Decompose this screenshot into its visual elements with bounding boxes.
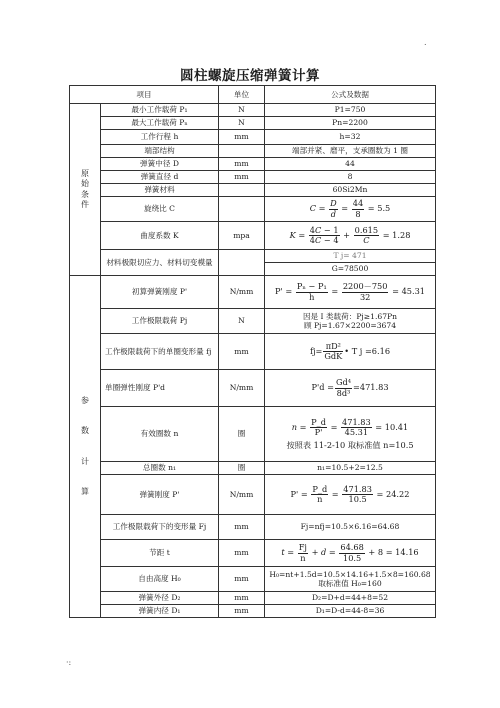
row-label: 材料极限切应力、材料切变模量 (101, 250, 219, 276)
row-unit: mm (219, 515, 265, 540)
row-unit: mm (219, 158, 265, 171)
row-label: 弹簧材料 (101, 184, 219, 197)
row-unit: N (219, 104, 265, 117)
table-row (70, 130, 436, 145)
row-label: 弹簧内径 D₁ (101, 605, 219, 618)
row-unit: N/mm (219, 475, 265, 515)
row-value: 60Si2Mn (265, 184, 436, 197)
shear-stress-value: T j= 471 (265, 250, 436, 263)
section-label-parameter-calc: 参 数 计 算 (70, 276, 101, 618)
table-row (70, 184, 436, 197)
row-unit: N (219, 309, 265, 334)
single-coil-stiffness-formula: P'd = $\frac{\text{Gd⁴}}{\text{8d³}}$ =471.83 (265, 370, 436, 407)
row-label: 旋绕比 C (101, 197, 219, 222)
row-label: 单圈弹性刚度 P'd (101, 370, 219, 407)
curvature-factor-formula: K = $\frac{4C - 1}{4C - 4}$ + $\frac{0.615}{C}$ = 1.28 (265, 222, 436, 250)
single-coil-deformation-formula: fj= $\frac{\text{πD²}}{\text{GdK}}$ • T j =6.16 (265, 334, 436, 370)
footer-mark: ·: (66, 658, 72, 667)
free-height-value: H₀=nt+1.5d=10.5×14.16+1.5×8=160.68 取标准值 H₀=160 (265, 567, 436, 592)
row-label: 工作行程 h (101, 130, 219, 145)
table-row (70, 370, 436, 407)
shear-modulus-value: G=78500 (265, 263, 436, 276)
table-row (70, 250, 436, 263)
row-value: n₁=10.5+2=12.5 (265, 462, 436, 475)
table-row (70, 145, 436, 158)
standard-value-note: 按照表 11-2-10 取标准值 n=10.5 (286, 439, 414, 450)
row-label: 自由高度 H₀ (101, 567, 219, 592)
row-unit: 圈 (219, 462, 265, 475)
row-label: 弹簧直径 d (101, 171, 219, 184)
initial-stiffness-formula: P' = $\frac{\text{Pₙ − P₁}}{h}$ = $\frac{2200-750}{32}$ = 45.31 (265, 276, 436, 309)
page-title: 圆柱螺旋压缩弹簧计算 (180, 68, 320, 84)
row-value: 44 (265, 158, 436, 171)
winding-ratio-formula: C = $\frac{D}{d}$ = $\frac{44}{8}$ = 5.5 (265, 197, 436, 222)
row-unit: N/mm (219, 276, 265, 309)
row-value: Fj=nfj=10.5×6.16=64.68 (265, 515, 436, 540)
row-value: h=32 (265, 130, 436, 145)
row-value: 端部并紧、磨平，支承圈数为 1 圈 (265, 145, 436, 158)
row-label: 最大工作载荷 Pₙ (101, 117, 219, 130)
table-row (70, 309, 436, 334)
table-row (70, 407, 436, 462)
header-row (70, 86, 436, 104)
table-row (70, 276, 436, 309)
row-unit: mm (219, 605, 265, 618)
row-unit: N/mm (219, 370, 265, 407)
row-label: 最小工作载荷 P₁ (101, 104, 219, 117)
row-unit: mm (219, 171, 265, 184)
row-label: 工作极限载荷下的变形量 Fj (101, 515, 219, 540)
table-row (70, 475, 436, 515)
row-value: D₁=D-d=44-8=36 (265, 605, 436, 618)
row-label: 工作极限载荷下的单圈变形量 fj (101, 334, 219, 370)
table-row (70, 567, 436, 592)
pitch-formula: t = $\frac{Fj}{n}$ + d = $\frac{64.68}{10.5}$ + 8 = 14.16 (265, 540, 436, 567)
row-value: D₂=D+d=44+8=52 (265, 592, 436, 605)
table-row (70, 104, 436, 117)
row-unit: mm (219, 540, 265, 567)
row-label: 弹簧外径 D₂ (101, 592, 219, 605)
table-row (70, 171, 436, 184)
section-label-original-conditions: 原 始 条 件 (70, 104, 101, 276)
row-unit: mm (219, 130, 265, 145)
row-unit: mm (219, 592, 265, 605)
table-row (70, 197, 436, 222)
row-unit (219, 145, 265, 158)
header-formula: 公式及数据 (265, 86, 436, 104)
row-unit: mm (219, 567, 265, 592)
header-unit: 单位 (219, 86, 265, 104)
row-unit: 圈 (219, 407, 265, 462)
row-unit: N (219, 117, 265, 130)
table-row (70, 592, 436, 605)
row-value: 8 (265, 171, 436, 184)
spring-stiffness-formula: P' = $\frac{P\_d}{n}$ = $\frac{471.83}{10.5}$ = 24.22 (265, 475, 436, 515)
limit-load-value: 因是 I 类载荷：Pj≥1.67Pn 顾 Pj=1.67×2200=3674 (265, 309, 436, 334)
table-row (70, 334, 436, 370)
spring-calculation-table (69, 85, 436, 618)
row-label: 弹簧刚度 P' (101, 475, 219, 515)
table-row (70, 605, 436, 618)
row-label: 弹簧中径 D (101, 158, 219, 171)
row-unit (219, 184, 265, 197)
corner-mark: . (424, 38, 427, 47)
row-label: 节距 t (101, 540, 219, 567)
table-row (70, 158, 436, 171)
row-unit (219, 197, 265, 222)
row-unit (219, 250, 265, 276)
table-row (70, 222, 436, 250)
row-label: 端部结构 (101, 145, 219, 158)
row-label: 曲度系数 K (101, 222, 219, 250)
row-label: 总圈数 n₁ (101, 462, 219, 475)
table-row (70, 515, 436, 540)
row-value: P1=750 (265, 104, 436, 117)
table-row (70, 540, 436, 567)
active-coils-formula: n = $\frac{P\_d}{P'}$ = $\frac{471.83}{45.31}$ = 10.41 按照表 11-2-10 取标准值 n=10.5 (265, 407, 436, 462)
row-label: 有效圈数 n (101, 407, 219, 462)
row-unit: mpa (219, 222, 265, 250)
table-row (70, 462, 436, 475)
row-unit: mm (219, 334, 265, 370)
row-value: Pn=2200 (265, 117, 436, 130)
header-item: 项目 (70, 86, 219, 104)
row-label: 初算弹簧刚度 P' (101, 276, 219, 309)
table-row (70, 117, 436, 130)
row-label: 工作极限载荷 Pj (101, 309, 219, 334)
